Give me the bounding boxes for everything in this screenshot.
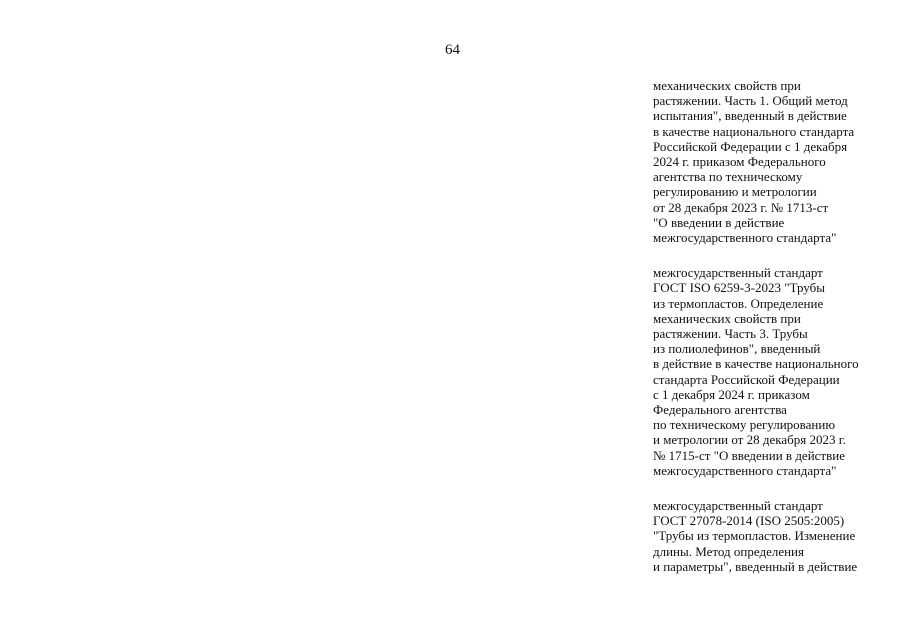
paragraph (653, 78, 893, 245)
text-line: № 1715-ст "О введении в действие (653, 447, 845, 463)
document-text-column (653, 78, 893, 574)
text-line: с 1 декабря 2024 г. приказом (653, 386, 810, 402)
text-line: 2024 г. приказом Федерального (653, 154, 826, 170)
text-line: в качестве национального стандарта (653, 123, 855, 139)
text-line: испытания", введенный в действие (653, 108, 847, 124)
text-line: из термопластов. Определение (653, 295, 824, 311)
text-line: межгосударственного стандарта" (653, 462, 837, 478)
text-line: растяжении. Часть 3. Трубы (653, 326, 808, 342)
text-line: регулированию и метрологии (653, 184, 817, 200)
text-line: растяжении. Часть 1. Общий метод (653, 93, 848, 109)
text-line: из полиолефинов", введенный (653, 341, 821, 357)
text-line: от 28 декабря 2023 г. № 1713-ст (653, 199, 829, 215)
text-line: Федерального агентства (653, 402, 787, 418)
text-line: агентства по техническому (653, 169, 803, 185)
paragraph (653, 265, 893, 478)
text-line: механических свойств при (653, 78, 801, 93)
text-line: стандарта Российской Федерации (653, 371, 840, 387)
text-line: в действие в качестве национального (653, 356, 859, 372)
text-line: Российской Федерации с 1 декабря (653, 138, 848, 154)
paragraph (653, 498, 893, 574)
text-line: "Трубы из термопластов. Изменение (653, 528, 856, 544)
text-line: длины. Метод определения (653, 543, 804, 559)
text-line: ГОСТ ISO 6259-3-2023 "Трубы (653, 280, 825, 296)
text-line: межгосударственный стандарт (653, 265, 823, 281)
text-line: межгосударственного стандарта" (653, 230, 837, 246)
text-line: межгосударственный стандарт (653, 498, 823, 514)
text-line: и параметры", введенный в действие (653, 558, 858, 574)
text-line: механических свойств при (653, 310, 801, 326)
text-line: "О введении в действие (653, 214, 785, 230)
page-number: 64 (445, 42, 460, 58)
text-line: по техническому регулированию (653, 417, 836, 433)
text-line: ГОСТ 27078-2014 (ISO 2505:2005) (653, 513, 845, 529)
text-line: и метрологии от 28 декабря 2023 г. (653, 432, 846, 448)
